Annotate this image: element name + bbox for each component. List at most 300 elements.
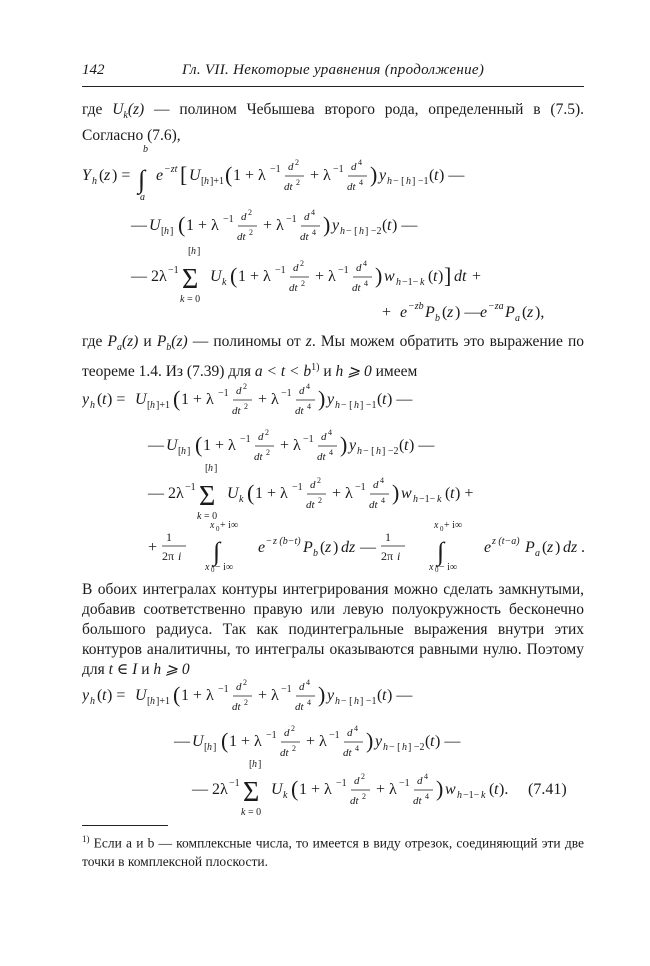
- svg-text:h: h: [396, 277, 401, 288]
- svg-text:e: e: [156, 167, 164, 184]
- svg-text:d: d: [351, 161, 357, 173]
- svg-text:z (b−t): z (b−t): [273, 536, 301, 547]
- svg-text:(: (: [97, 391, 103, 408]
- svg-text:−1: −1: [355, 482, 366, 493]
- svg-text:): ): [318, 386, 326, 411]
- svg-text:−1: −1: [329, 730, 340, 741]
- svg-text:= 0: = 0: [248, 807, 262, 818]
- svg-text:dt: dt: [369, 499, 378, 511]
- svg-text:−: −: [266, 536, 272, 547]
- svg-text:−zt: −zt: [164, 164, 178, 175]
- svg-text:(: (: [195, 432, 203, 457]
- svg-text:y: y: [82, 687, 90, 704]
- svg-text:dt: dt: [295, 701, 304, 713]
- svg-text:dt: dt: [280, 747, 289, 759]
- svg-text:− i∞: − i∞: [439, 562, 458, 572]
- svg-text:P: P: [525, 539, 535, 556]
- svg-text:− [: − [: [346, 226, 358, 237]
- svg-text:1: 1: [166, 530, 172, 544]
- svg-text:w: w: [384, 268, 395, 285]
- svg-text:−1: −1: [266, 730, 277, 741]
- svg-text:4: 4: [328, 428, 332, 437]
- svg-text:k: k: [481, 790, 486, 801]
- svg-text:z: z: [527, 304, 534, 321]
- svg-text:4: 4: [425, 792, 429, 801]
- svg-text:1: 1: [385, 530, 391, 544]
- svg-text:4: 4: [307, 402, 311, 411]
- svg-text:+: +: [148, 539, 158, 556]
- svg-text:h: h: [406, 176, 411, 187]
- svg-text:h: h: [354, 400, 359, 411]
- svg-text:−1: −1: [218, 388, 229, 399]
- svg-text:−1: −1: [185, 482, 196, 493]
- svg-text:] −1: ] −1: [412, 176, 429, 187]
- svg-text:e: e: [484, 539, 492, 556]
- svg-text:4: 4: [359, 178, 363, 187]
- svg-text:+ λ: + λ: [376, 781, 397, 798]
- svg-text:(: (: [428, 268, 434, 285]
- svg-text:P: P: [425, 304, 435, 321]
- svg-text:2: 2: [362, 792, 366, 801]
- svg-text:4: 4: [354, 724, 358, 733]
- svg-text:i: i: [178, 549, 182, 563]
- svg-text:i: i: [397, 549, 401, 563]
- svg-text:d: d: [236, 681, 242, 693]
- svg-text:1 + λ: 1 + λ: [233, 167, 266, 184]
- svg-text:[: [: [205, 463, 209, 474]
- equation-yh-integrals: [82, 376, 592, 572]
- svg-text:Σ: Σ: [182, 264, 199, 295]
- svg-text:−za: −za: [488, 301, 504, 312]
- running-header: [82, 62, 582, 84]
- svg-text:h: h: [357, 446, 362, 457]
- svg-text:−1−: −1−: [463, 790, 480, 801]
- svg-text:x: x: [205, 562, 210, 572]
- svg-text:dt: dt: [306, 499, 315, 511]
- svg-text:) =: ) =: [112, 167, 131, 184]
- svg-text:]: ]: [197, 246, 201, 257]
- svg-text:h: h: [413, 494, 418, 505]
- svg-text:1 + λ: 1 + λ: [181, 391, 214, 408]
- svg-text:[: [: [249, 759, 253, 770]
- svg-text:0: 0: [435, 566, 439, 572]
- svg-text:h: h: [181, 446, 186, 457]
- svg-text:h: h: [457, 790, 462, 801]
- svg-text:h: h: [90, 400, 95, 411]
- svg-text:h: h: [90, 696, 95, 707]
- svg-text:b: b: [313, 548, 318, 559]
- svg-text:−1: −1: [292, 482, 303, 493]
- svg-text:): ): [340, 432, 348, 457]
- running-title: Гл. VII. Некоторые уравнения (продолжение): [182, 62, 485, 78]
- svg-text:) —: ) —: [409, 437, 435, 454]
- svg-text:dz: dz: [563, 539, 578, 556]
- svg-text:2: 2: [291, 724, 295, 733]
- svg-text:U: U: [189, 167, 201, 184]
- svg-text:(: (: [429, 167, 435, 184]
- svg-text:z: z: [447, 304, 454, 321]
- svg-text:d: d: [347, 727, 353, 739]
- svg-text:− [: − [: [393, 176, 405, 187]
- svg-text:d: d: [241, 211, 247, 223]
- svg-text:−1: −1: [281, 388, 292, 399]
- svg-text:k: k: [239, 494, 244, 505]
- svg-text:b: b: [435, 313, 440, 324]
- svg-text:(: (: [377, 391, 383, 408]
- svg-text:—: —: [174, 733, 190, 750]
- svg-text:x: x: [429, 562, 434, 572]
- svg-text:] −1: ] −1: [360, 400, 377, 411]
- svg-text:): ): [436, 776, 444, 801]
- svg-text:Y: Y: [82, 167, 91, 184]
- svg-text:d: d: [310, 479, 316, 491]
- svg-text:U: U: [227, 485, 239, 502]
- svg-text:) —: ) —: [439, 167, 465, 184]
- svg-text:−1: −1: [229, 778, 240, 789]
- svg-text:2: 2: [248, 208, 252, 217]
- svg-text:a: a: [140, 192, 145, 203]
- svg-text:2: 2: [292, 744, 296, 753]
- svg-text:] −2: ] −2: [408, 742, 425, 753]
- svg-text:e: e: [258, 539, 266, 556]
- svg-text:y: y: [379, 167, 387, 184]
- svg-text:U: U: [271, 781, 283, 798]
- svg-text:−1: −1: [218, 684, 229, 695]
- svg-text:∫: ∫: [437, 537, 445, 566]
- svg-text:2: 2: [244, 402, 248, 411]
- svg-text:): ): [370, 162, 378, 187]
- svg-text:4: 4: [311, 208, 315, 217]
- svg-text:.: .: [581, 539, 585, 556]
- svg-text:d: d: [236, 385, 242, 397]
- svg-text:): ): [438, 268, 444, 285]
- svg-text:]: ]: [170, 226, 174, 237]
- svg-text:[: [: [147, 400, 151, 411]
- svg-text:(: (: [230, 263, 238, 288]
- svg-text:2: 2: [243, 678, 247, 687]
- svg-text:[: [: [178, 446, 182, 457]
- svg-text:k: k: [180, 294, 185, 305]
- svg-text:(: (: [173, 682, 181, 707]
- footnote-rule: [82, 825, 168, 826]
- svg-text:h: h: [387, 176, 392, 187]
- svg-text:y: y: [349, 437, 357, 454]
- svg-text:d: d: [354, 775, 360, 787]
- svg-text:2: 2: [296, 178, 300, 187]
- svg-text:dt: dt: [237, 231, 246, 243]
- footnote: $^{1)}$ Если a и b — комплексные числа, то имеется в виду отрезок, соединяющий эти две точки в комплексной плоскости.: [82, 834, 584, 869]
- svg-text:dt: dt: [300, 231, 309, 243]
- svg-text:2: 2: [318, 496, 322, 505]
- svg-text:]+1: ]+1: [210, 176, 224, 187]
- svg-text:−1: −1: [303, 434, 314, 445]
- svg-text:[: [: [161, 226, 165, 237]
- svg-text:2: 2: [243, 382, 247, 391]
- svg-text:dt: dt: [254, 451, 263, 463]
- svg-text:(: (: [442, 304, 448, 321]
- svg-text:P: P: [303, 539, 313, 556]
- svg-text:(: (: [377, 687, 383, 704]
- svg-text:—: —: [148, 437, 164, 454]
- svg-text:−1: −1: [336, 778, 347, 789]
- svg-text:h: h: [354, 696, 359, 707]
- svg-text:+ i∞: + i∞: [220, 520, 239, 531]
- svg-text:U: U: [210, 268, 222, 285]
- svg-text:x: x: [434, 520, 439, 531]
- svg-text:U: U: [166, 437, 178, 454]
- svg-text:h: h: [402, 742, 407, 753]
- svg-text:).: ).: [499, 781, 509, 798]
- svg-text:h: h: [92, 176, 97, 187]
- svg-text:h: h: [208, 463, 213, 474]
- svg-text:t: t: [387, 217, 392, 234]
- svg-text:4: 4: [358, 158, 362, 167]
- svg-text:a: a: [535, 548, 540, 559]
- equation-number: (7.41): [528, 781, 567, 798]
- svg-text:[: [: [204, 742, 208, 753]
- svg-text:t: t: [430, 733, 435, 750]
- svg-text:b: b: [143, 144, 148, 155]
- svg-text:− [: − [: [389, 742, 401, 753]
- svg-text:∫: ∫: [213, 537, 221, 566]
- svg-text:dt: dt: [295, 405, 304, 417]
- svg-text:y: y: [327, 687, 335, 704]
- svg-text:2: 2: [317, 476, 321, 485]
- svg-text:[: [: [180, 162, 188, 187]
- svg-text:y: y: [375, 733, 383, 750]
- svg-text:w: w: [401, 485, 412, 502]
- paragraph-contours: В обоих интегралах контуры интегрирования можно сделать замкнутыми, добавив соответственно правую или левую полуокружность бесконечно большого радиуса. Так как подинтегральные выражения внутри этих контуров аналитичны, то интегралы оказываются равными нулю. Поэтому для t ∈ I и h ⩾ 0: [82, 581, 584, 678]
- svg-text:): ): [333, 539, 339, 556]
- svg-text:d: d: [299, 385, 305, 397]
- svg-text:): ): [392, 480, 400, 505]
- svg-text:— 2λ: — 2λ: [148, 485, 184, 502]
- svg-text:) —: ) —: [392, 217, 418, 234]
- svg-text:z: z: [325, 539, 332, 556]
- svg-text:+ λ: + λ: [306, 733, 327, 750]
- svg-text:−1: −1: [223, 214, 234, 225]
- svg-text:) —: ) —: [387, 687, 413, 704]
- svg-text:y: y: [327, 391, 335, 408]
- header-rule: [82, 86, 584, 87]
- svg-text:dt: dt: [343, 747, 352, 759]
- svg-text:] −1: ] −1: [360, 696, 377, 707]
- svg-text:]: ]: [444, 263, 452, 288]
- svg-text:t: t: [102, 687, 107, 704]
- svg-text:dt: dt: [413, 795, 422, 807]
- svg-text:]+1: ]+1: [156, 400, 170, 411]
- svg-text:0: 0: [216, 525, 220, 533]
- svg-text:t: t: [434, 167, 439, 184]
- page-number: 142: [82, 62, 105, 78]
- svg-text:) —: ) —: [455, 304, 481, 321]
- svg-text:z (t−a): z (t−a): [492, 536, 520, 547]
- svg-text:1 + λ: 1 + λ: [229, 733, 262, 750]
- svg-text:]: ]: [258, 759, 262, 770]
- svg-text:4: 4: [306, 678, 310, 687]
- svg-text:4: 4: [363, 259, 367, 268]
- svg-text:d: d: [304, 211, 310, 223]
- svg-text:h: h: [150, 400, 155, 411]
- svg-text:4: 4: [307, 698, 311, 707]
- svg-text:): ): [375, 263, 383, 288]
- svg-text:dz: dz: [341, 539, 356, 556]
- svg-text:k: k: [222, 277, 227, 288]
- svg-text:−1: −1: [338, 265, 349, 276]
- svg-text:) +: ) +: [455, 485, 474, 502]
- svg-text:= 0: = 0: [204, 511, 218, 522]
- svg-text:+ λ: + λ: [315, 268, 336, 285]
- svg-text:(: (: [382, 217, 388, 234]
- svg-text:−1: −1: [275, 265, 286, 276]
- svg-text:k: k: [420, 277, 425, 288]
- svg-text:4: 4: [329, 448, 333, 457]
- svg-text:dt: dt: [317, 451, 326, 463]
- svg-text:U: U: [135, 391, 147, 408]
- svg-text:(: (: [291, 776, 299, 801]
- svg-text:k: k: [241, 807, 246, 818]
- svg-text:4: 4: [381, 496, 385, 505]
- svg-text:4: 4: [364, 279, 368, 288]
- svg-text:2: 2: [361, 772, 365, 781]
- svg-text:),: ),: [535, 304, 545, 321]
- svg-text:dt: dt: [350, 795, 359, 807]
- svg-text:— 2λ: — 2λ: [192, 781, 228, 798]
- svg-text:): ): [323, 212, 331, 237]
- svg-text:t: t: [382, 687, 387, 704]
- svg-text:k: k: [283, 790, 288, 801]
- svg-text:] −2: ] −2: [382, 446, 399, 457]
- svg-text:) —: ) —: [387, 391, 413, 408]
- svg-text:w: w: [445, 781, 456, 798]
- svg-text:P: P: [505, 304, 515, 321]
- svg-text:4: 4: [424, 772, 428, 781]
- svg-text:): ): [318, 682, 326, 707]
- svg-text:—: —: [360, 539, 376, 556]
- svg-text:[: [: [147, 696, 151, 707]
- svg-text:+: +: [382, 304, 392, 321]
- svg-text:t: t: [433, 268, 438, 285]
- svg-text:e: e: [480, 304, 488, 321]
- svg-text:h: h: [150, 696, 155, 707]
- svg-text:(: (: [522, 304, 528, 321]
- svg-text:) =: ) =: [107, 391, 126, 408]
- svg-text:dt: dt: [284, 181, 293, 193]
- svg-text:−1−: −1−: [402, 277, 419, 288]
- svg-text:d: d: [293, 262, 299, 274]
- svg-text:d: d: [284, 727, 290, 739]
- svg-text:h: h: [164, 226, 169, 237]
- equation-Yh: [82, 142, 592, 324]
- svg-text:h: h: [335, 696, 340, 707]
- svg-text:(: (: [225, 162, 233, 187]
- svg-text:y: y: [82, 391, 90, 408]
- svg-text:− [: − [: [363, 446, 375, 457]
- svg-text:0: 0: [440, 525, 444, 533]
- svg-text:t: t: [382, 391, 387, 408]
- svg-text:dt: dt: [352, 282, 361, 294]
- svg-text:h: h: [207, 742, 212, 753]
- svg-text:y: y: [332, 217, 340, 234]
- svg-text:h: h: [340, 226, 345, 237]
- svg-text:): ): [366, 728, 374, 753]
- svg-text:]+1: ]+1: [156, 696, 170, 707]
- svg-text:4: 4: [306, 382, 310, 391]
- svg-text:(: (: [489, 781, 495, 798]
- svg-text:Σ: Σ: [199, 481, 216, 512]
- svg-text:2π: 2π: [381, 549, 394, 563]
- svg-text:e: e: [400, 304, 408, 321]
- svg-text:1 + λ: 1 + λ: [238, 268, 271, 285]
- svg-text:+ λ: + λ: [332, 485, 353, 502]
- svg-text:1 + λ: 1 + λ: [186, 217, 219, 234]
- svg-text:(: (: [221, 728, 229, 753]
- svg-text:∫: ∫: [138, 165, 146, 194]
- svg-text:dt: dt: [232, 405, 241, 417]
- svg-text:]: ]: [213, 742, 217, 753]
- svg-text:[: [: [201, 176, 205, 187]
- svg-text:t: t: [450, 485, 455, 502]
- svg-text:(: (: [320, 539, 326, 556]
- svg-text:2: 2: [265, 428, 269, 437]
- svg-text:k: k: [197, 511, 202, 522]
- svg-text:− [: − [: [341, 400, 353, 411]
- svg-text:— 2λ: — 2λ: [131, 268, 167, 285]
- svg-text:) —: ) —: [435, 733, 461, 750]
- svg-text:): ): [555, 539, 561, 556]
- svg-text:−1: −1: [286, 214, 297, 225]
- svg-text:h: h: [359, 226, 364, 237]
- svg-text:2: 2: [244, 698, 248, 707]
- svg-text:d: d: [288, 161, 294, 173]
- svg-text:1 + λ: 1 + λ: [181, 687, 214, 704]
- svg-text:U: U: [192, 733, 204, 750]
- svg-text:2π: 2π: [162, 549, 175, 563]
- svg-text:+ λ: + λ: [263, 217, 284, 234]
- svg-text:]: ]: [214, 463, 218, 474]
- svg-text:1 + λ: 1 + λ: [203, 437, 236, 454]
- svg-text:h: h: [376, 446, 381, 457]
- svg-text:(: (: [97, 687, 103, 704]
- svg-text:h: h: [252, 759, 257, 770]
- svg-text:d: d: [299, 681, 305, 693]
- svg-text:(: (: [425, 733, 431, 750]
- svg-text:k: k: [437, 494, 442, 505]
- svg-text:− [: − [: [341, 696, 353, 707]
- svg-text:4: 4: [355, 744, 359, 753]
- svg-text:d: d: [356, 262, 362, 274]
- svg-text:U: U: [149, 217, 161, 234]
- svg-text:−1: −1: [168, 265, 179, 276]
- svg-text:dt: dt: [454, 268, 467, 285]
- svg-text:2: 2: [295, 158, 299, 167]
- svg-text:4: 4: [380, 476, 384, 485]
- svg-text:2: 2: [249, 228, 253, 237]
- svg-text:2: 2: [300, 259, 304, 268]
- svg-text:(: (: [178, 212, 186, 237]
- svg-text:−1−: −1−: [419, 494, 436, 505]
- svg-text:+ λ: + λ: [310, 167, 331, 184]
- svg-text:1 + λ: 1 + λ: [255, 485, 288, 502]
- svg-text:] −2: ] −2: [365, 226, 382, 237]
- svg-text:−1: −1: [281, 684, 292, 695]
- svg-text:dt: dt: [289, 282, 298, 294]
- svg-text:(: (: [399, 437, 405, 454]
- svg-text:+ λ: + λ: [258, 391, 279, 408]
- svg-text:) =: ) =: [107, 687, 126, 704]
- svg-text:(: (: [99, 167, 105, 184]
- svg-text:h: h: [191, 246, 196, 257]
